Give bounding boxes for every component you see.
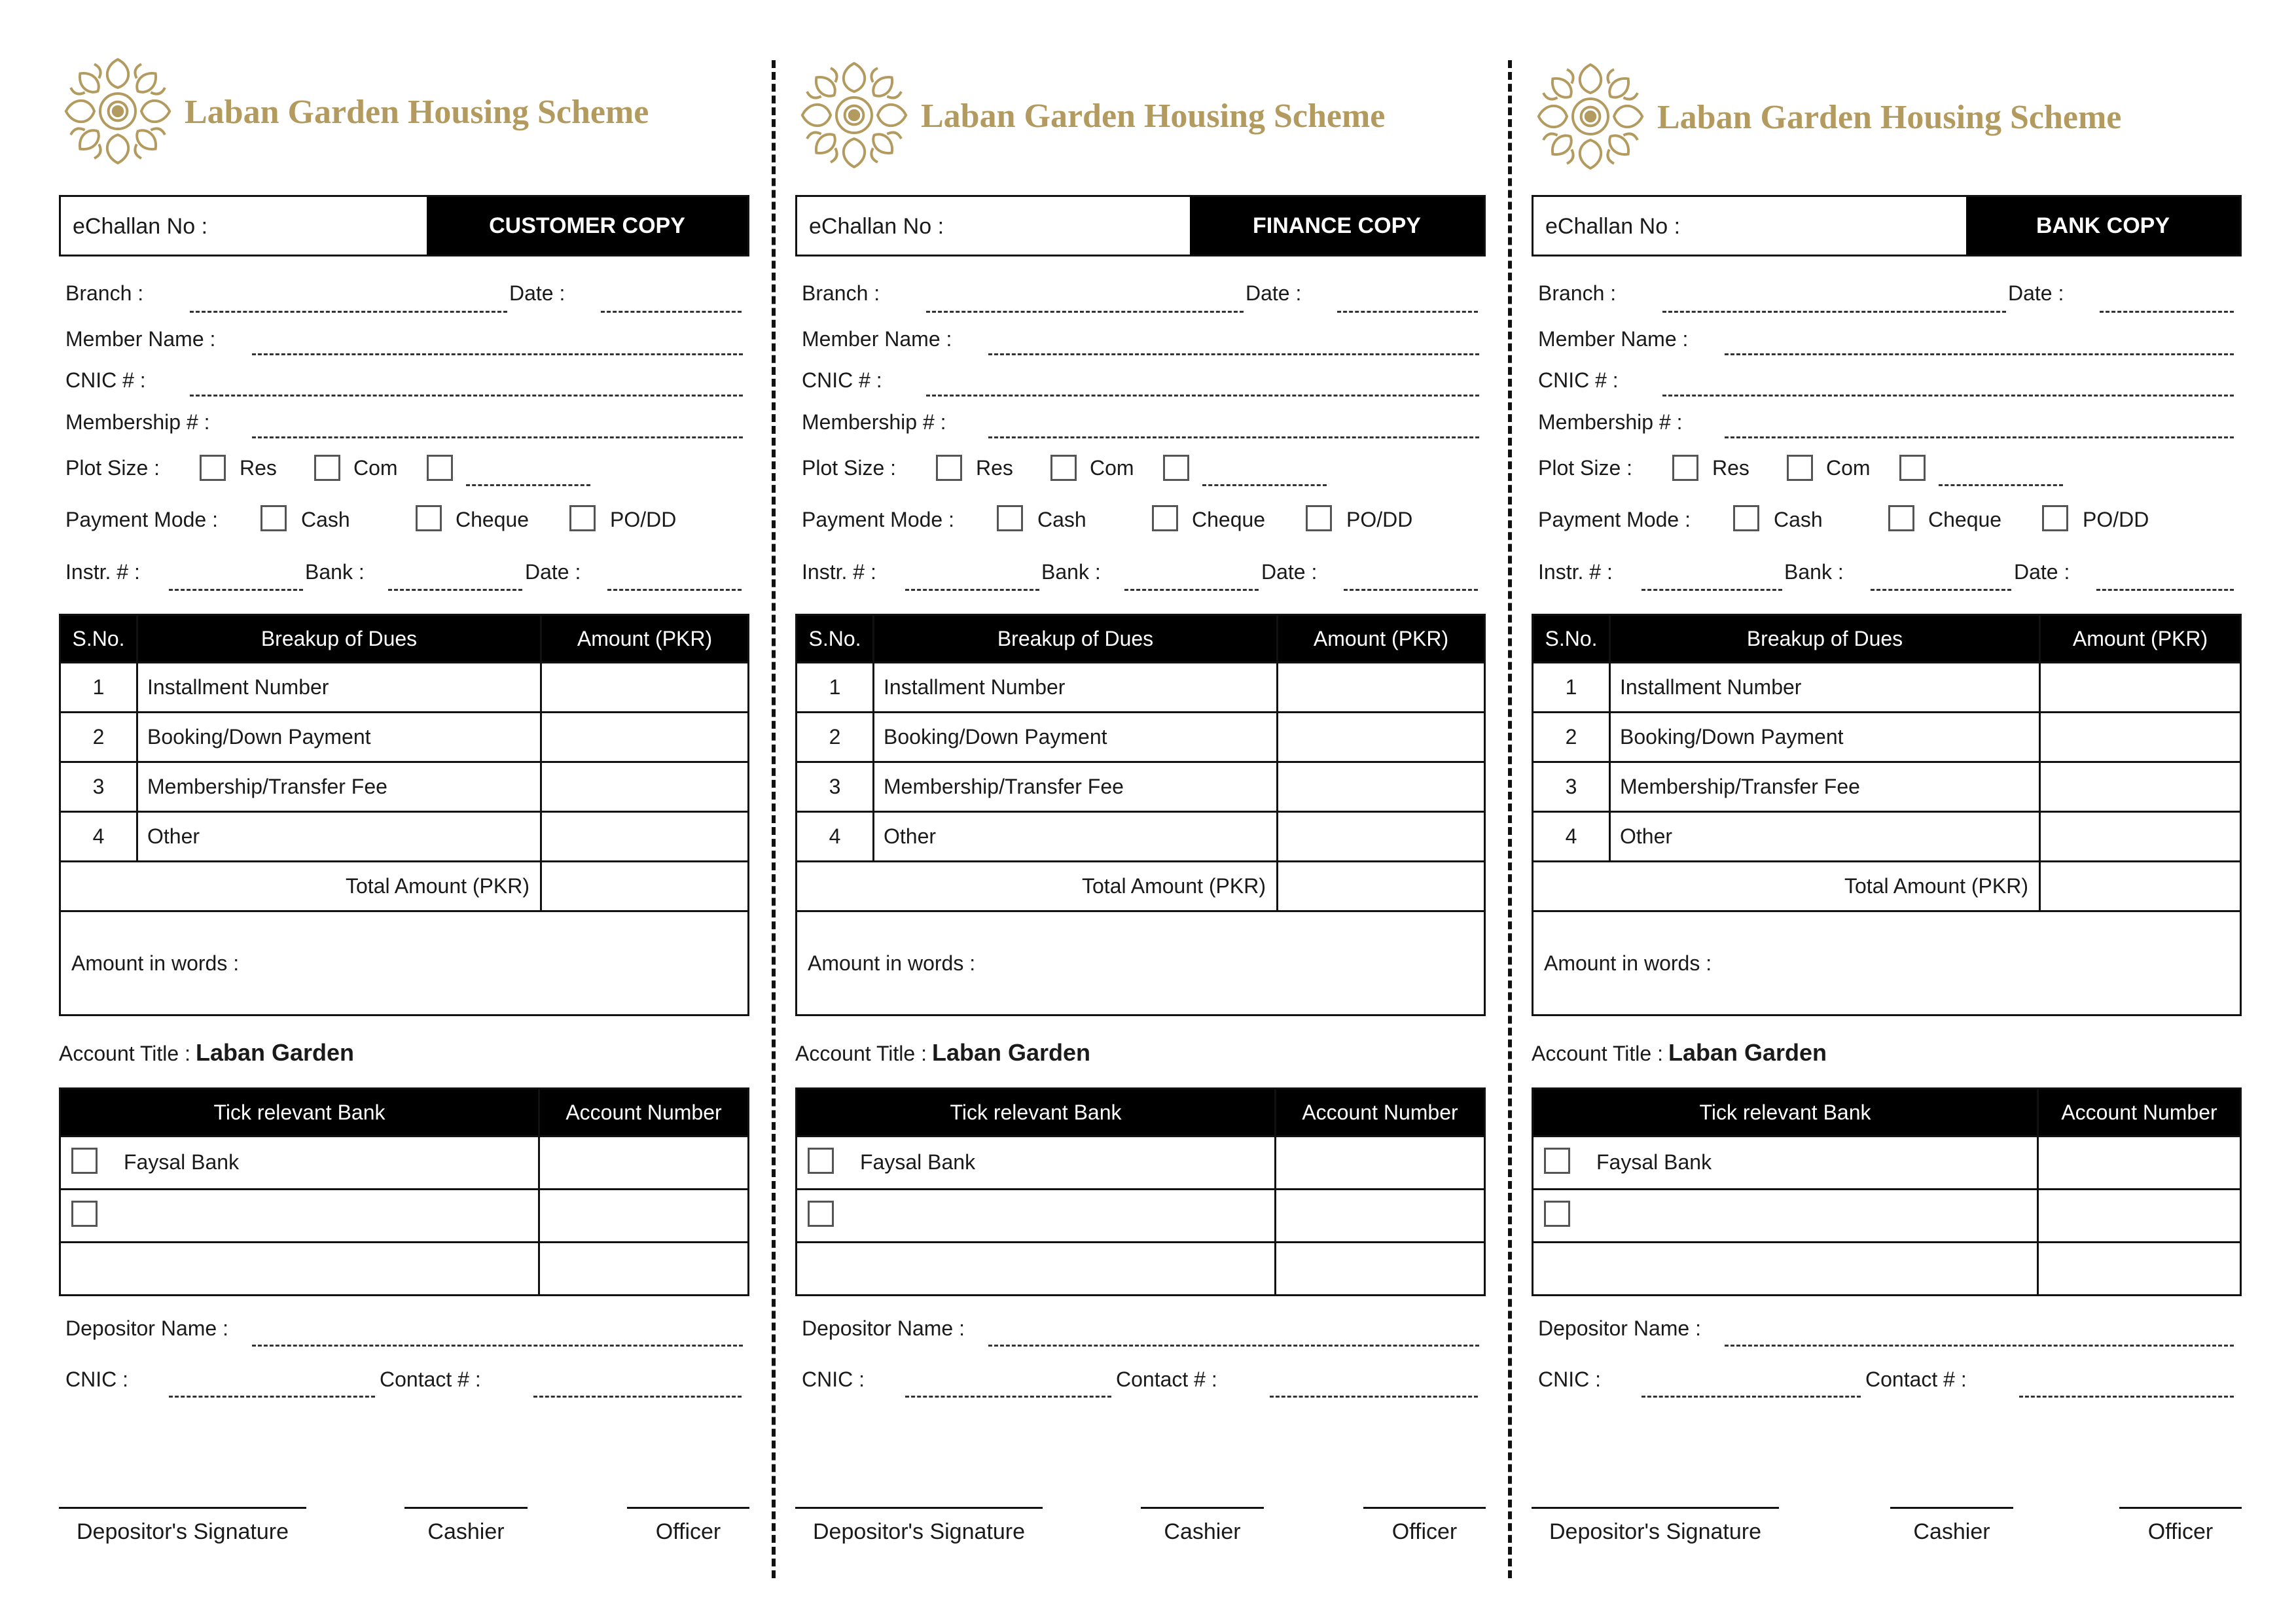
membership-label: Membership # : — [65, 410, 210, 434]
amount-words-label[interactable]: Amount in words : — [1533, 911, 2241, 1015]
total-row — [797, 862, 1485, 911]
dues-table — [795, 614, 1486, 1016]
amount-cell[interactable] — [2040, 663, 2241, 713]
table-row — [797, 713, 1485, 762]
bank-field[interactable] — [388, 589, 522, 591]
instr-date-label: Date : — [525, 560, 581, 584]
table-row — [60, 713, 749, 762]
instr-date-label: Date : — [1261, 560, 1318, 584]
member-name-label: Member Name : — [65, 327, 216, 351]
bank-cell[interactable] — [60, 1243, 539, 1296]
date-label: Date : — [509, 281, 565, 305]
instr-field[interactable] — [905, 589, 1039, 591]
pay-cash-checkbox[interactable] — [260, 505, 287, 531]
table-row — [60, 663, 749, 713]
bank-checkbox[interactable] — [808, 1148, 834, 1174]
amount-cell[interactable] — [1278, 812, 1485, 862]
instr-date-field[interactable] — [1344, 589, 1478, 591]
plot-other-checkbox[interactable] — [1899, 455, 1926, 481]
depositor-signature-label: Depositor's Signature — [77, 1519, 289, 1544]
pay-podd-checkbox[interactable] — [569, 505, 596, 531]
depositor-name-label: Depositor Name : — [1538, 1316, 1701, 1340]
bank-name: Faysal Bank — [1596, 1150, 1712, 1174]
header — [795, 56, 1486, 181]
depositor-name-label: Depositor Name : — [65, 1316, 228, 1340]
sno-cell: 3 — [1533, 762, 1610, 812]
account-number-cell[interactable] — [2038, 1243, 2241, 1296]
officer-signature-label: Officer — [1391, 1519, 1458, 1544]
table-row — [1533, 762, 2241, 812]
account-number-cell[interactable] — [1276, 1190, 1485, 1243]
echallan-label: eChallan No : — [809, 214, 944, 239]
plot-res-checkbox[interactable] — [1672, 455, 1698, 481]
table-row — [797, 762, 1485, 812]
officer-signature-line[interactable] — [1363, 1507, 1486, 1509]
depositor-signature-line[interactable] — [59, 1507, 306, 1509]
plot-other-field[interactable] — [1202, 484, 1327, 486]
amount-header: Amount (PKR) — [1278, 615, 1485, 663]
pay-cheque-label: Cheque — [1928, 508, 2002, 531]
instr-label: Instr. # : — [1538, 560, 1613, 584]
depositor-cnic-field[interactable] — [905, 1396, 1111, 1398]
cnic-number-label: CNIC # : — [802, 368, 882, 392]
item-cell: Membership/Transfer Fee — [137, 762, 541, 812]
table-row — [60, 812, 749, 862]
echallan-box — [1532, 195, 2242, 256]
amount-cell[interactable] — [1278, 663, 1485, 713]
membership-label: Membership # : — [802, 410, 946, 434]
echallan-box — [795, 195, 1486, 256]
instr-field[interactable] — [169, 589, 303, 591]
amount-cell[interactable] — [2040, 713, 2241, 762]
account-title-label: Account Title : — [1532, 1042, 1663, 1065]
plot-res-checkbox[interactable] — [200, 455, 226, 481]
pay-podd-label: PO/DD — [1346, 508, 1413, 531]
table-row — [797, 812, 1485, 862]
plot-size-label: Plot Size : — [1538, 456, 1633, 480]
pay-cash-label: Cash — [1037, 508, 1086, 531]
amount-cell[interactable] — [541, 663, 749, 713]
payment-mode-label: Payment Mode : — [65, 508, 218, 531]
date-label: Date : — [2008, 281, 2064, 305]
scheme-name: Laban Garden Housing Scheme — [185, 94, 649, 131]
sno-cell: 1 — [1533, 663, 1610, 713]
echallan-label: eChallan No : — [73, 214, 208, 239]
sno-cell: 4 — [1533, 812, 1610, 862]
mandala-logo-icon — [795, 56, 913, 174]
copy-tag: CUSTOMER COPY — [427, 197, 747, 255]
plot-res-label: Res — [976, 456, 1013, 480]
depositor-cnic-label: CNIC : — [65, 1368, 128, 1391]
branch-label: Branch : — [65, 281, 144, 305]
cashier-signature-label: Cashier — [1164, 1519, 1241, 1544]
table-row — [1533, 1190, 2241, 1243]
bank-cell[interactable] — [1533, 1243, 2038, 1296]
table-row — [60, 1243, 749, 1296]
amount-header: Amount (PKR) — [541, 615, 749, 663]
account-number-cell[interactable] — [1276, 1243, 1485, 1296]
table-row — [60, 762, 749, 812]
table-row — [1533, 1243, 2241, 1296]
member-name-field[interactable] — [1725, 353, 2234, 355]
bank-checkbox[interactable] — [71, 1201, 98, 1227]
header — [1532, 58, 2222, 182]
table-row — [1533, 812, 2241, 862]
branch-field[interactable] — [190, 311, 507, 313]
bank-name: Faysal Bank — [860, 1150, 976, 1174]
scheme-name: Laban Garden Housing Scheme — [1657, 99, 2122, 136]
sno-header: S.No. — [1533, 615, 1610, 663]
pay-cheque-label: Cheque — [1192, 508, 1266, 531]
instr-date-field[interactable] — [2096, 589, 2234, 591]
table-row — [797, 1190, 1485, 1243]
bank-checkbox[interactable] — [808, 1201, 834, 1227]
bank-name: Faysal Bank — [124, 1150, 240, 1174]
bank-header: Tick relevant Bank — [60, 1089, 539, 1137]
depositor-signature-label: Depositor's Signature — [1549, 1519, 1761, 1544]
pay-podd-label: PO/DD — [2083, 508, 2149, 531]
table-row — [797, 1137, 1485, 1190]
account-title-label: Account Title : — [59, 1042, 190, 1065]
bank-table — [795, 1087, 1486, 1296]
membership-field[interactable] — [1725, 436, 2234, 438]
date-field[interactable] — [2100, 311, 2234, 313]
payment-mode-label: Payment Mode : — [1538, 508, 1691, 531]
table-row — [797, 663, 1485, 713]
depositor-cnic-field[interactable] — [1641, 1396, 1861, 1398]
amount-header: Amount (PKR) — [2040, 615, 2241, 663]
amount-cell[interactable] — [1278, 713, 1485, 762]
bank-checkbox[interactable] — [1544, 1201, 1570, 1227]
plot-res-label: Res — [240, 456, 277, 480]
pay-cheque-checkbox[interactable] — [416, 505, 442, 531]
echallan-label: eChallan No : — [1545, 214, 1681, 239]
challan-copy-finance — [795, 0, 1486, 1624]
membership-label: Membership # : — [1538, 410, 1683, 434]
breakup-header: Breakup of Dues — [137, 615, 541, 663]
total-amount-cell[interactable] — [2040, 862, 2241, 911]
account-title-value: Laban Garden — [1668, 1039, 1827, 1066]
pay-cash-checkbox[interactable] — [997, 505, 1023, 531]
copy-tag: BANK COPY — [1966, 197, 2240, 255]
plot-res-label: Res — [1712, 456, 1749, 480]
account-number-header: Account Number — [1276, 1089, 1485, 1137]
total-label: Total Amount (PKR) — [797, 862, 1278, 911]
plot-other-field[interactable] — [466, 484, 590, 486]
cashier-signature-line[interactable] — [1890, 1507, 2013, 1509]
pay-cheque-checkbox[interactable] — [1888, 505, 1914, 531]
amount-cell[interactable] — [541, 812, 749, 862]
bank-cell — [797, 1137, 1276, 1190]
bank-label: Bank : — [1041, 560, 1101, 584]
bank-table — [59, 1087, 749, 1296]
table-row — [797, 1243, 1485, 1296]
account-number-header: Account Number — [2038, 1089, 2241, 1137]
amount-cell[interactable] — [541, 713, 749, 762]
item-cell: Booking/Down Payment — [1610, 713, 2040, 762]
pay-cash-checkbox[interactable] — [1733, 505, 1759, 531]
total-row — [60, 862, 749, 911]
scheme-name: Laban Garden Housing Scheme — [921, 97, 1386, 135]
membership-field[interactable] — [988, 436, 1479, 438]
cnic-number-field[interactable] — [1662, 395, 2234, 397]
mandala-logo-icon — [1532, 58, 1649, 175]
instr-field[interactable] — [1641, 589, 1782, 591]
plot-res-checkbox[interactable] — [936, 455, 962, 481]
branch-label: Branch : — [802, 281, 880, 305]
copy-divider-1 — [772, 60, 776, 1578]
item-cell: Membership/Transfer Fee — [1610, 762, 2040, 812]
amount-words-label[interactable]: Amount in words : — [797, 911, 1485, 1015]
cashier-signature-line[interactable] — [1141, 1507, 1264, 1509]
cashier-signature-line[interactable] — [404, 1507, 528, 1509]
amount-words-row — [797, 911, 1485, 1015]
mandala-logo-icon — [59, 52, 177, 170]
item-cell: Booking/Down Payment — [137, 713, 541, 762]
bank-cell — [797, 1190, 1276, 1243]
dues-table — [1532, 614, 2242, 1016]
bank-label: Bank : — [1784, 560, 1844, 584]
sno-cell: 3 — [60, 762, 137, 812]
plot-other-checkbox[interactable] — [427, 455, 453, 481]
account-title-value: Laban Garden — [931, 1039, 1091, 1066]
account-title — [59, 1039, 354, 1067]
total-label: Total Amount (PKR) — [60, 862, 541, 911]
pay-podd-checkbox[interactable] — [2042, 505, 2068, 531]
date-field[interactable] — [601, 311, 742, 313]
challan-copy-customer — [59, 0, 749, 1624]
cnic-number-field[interactable] — [926, 395, 1479, 397]
total-label: Total Amount (PKR) — [1533, 862, 2040, 911]
account-number-cell[interactable] — [2038, 1190, 2241, 1243]
bank-cell — [60, 1190, 539, 1243]
bank-table — [1532, 1087, 2242, 1296]
bank-field[interactable] — [1871, 589, 2011, 591]
pay-podd-label: PO/DD — [610, 508, 677, 531]
amount-cell[interactable] — [2040, 762, 2241, 812]
item-cell: Installment Number — [1610, 663, 2040, 713]
amount-words-row — [60, 911, 749, 1015]
bank-label: Bank : — [305, 560, 365, 584]
bank-cell — [1533, 1190, 2038, 1243]
bank-checkbox[interactable] — [1544, 1148, 1570, 1174]
instr-date-label: Date : — [2014, 560, 2070, 584]
dues-table — [59, 614, 749, 1016]
sno-cell: 1 — [60, 663, 137, 713]
cnic-number-label: CNIC # : — [1538, 368, 1619, 392]
date-field[interactable] — [1337, 311, 1478, 313]
account-number-cell[interactable] — [539, 1190, 749, 1243]
contact-field[interactable] — [533, 1396, 742, 1398]
account-number-cell[interactable] — [539, 1243, 749, 1296]
cashier-signature-label: Cashier — [1913, 1519, 1990, 1544]
member-name-field[interactable] — [988, 353, 1479, 355]
sno-cell: 4 — [797, 812, 874, 862]
instr-date-field[interactable] — [607, 589, 742, 591]
account-title-value: Laban Garden — [195, 1039, 355, 1066]
depositor-name-field[interactable] — [1725, 1345, 2234, 1347]
account-number-cell[interactable] — [539, 1137, 749, 1190]
header — [59, 52, 749, 177]
table-row — [1533, 663, 2241, 713]
item-cell: Other — [874, 812, 1278, 862]
pay-cash-label: Cash — [1774, 508, 1823, 531]
date-label: Date : — [1246, 281, 1302, 305]
plot-com-label: Com — [353, 456, 398, 480]
amount-cell[interactable] — [541, 762, 749, 812]
account-number-cell[interactable] — [1276, 1137, 1485, 1190]
instr-label: Instr. # : — [65, 560, 140, 584]
officer-signature-line[interactable] — [627, 1507, 749, 1509]
depositor-cnic-field[interactable] — [169, 1396, 375, 1398]
sno-cell: 1 — [797, 663, 874, 713]
challan-copy-bank — [1532, 0, 2222, 1624]
contact-field[interactable] — [1270, 1396, 1478, 1398]
copy-tag: FINANCE COPY — [1190, 197, 1484, 255]
bank-cell — [60, 1137, 539, 1190]
depositor-signature-line[interactable] — [795, 1507, 1043, 1509]
sno-cell: 3 — [797, 762, 874, 812]
member-name-label: Member Name : — [802, 327, 952, 351]
pay-cash-label: Cash — [301, 508, 350, 531]
depositor-signature-line[interactable] — [1532, 1507, 1779, 1509]
item-cell: Installment Number — [874, 663, 1278, 713]
instr-label: Instr. # : — [802, 560, 876, 584]
depositor-signature-label: Depositor's Signature — [813, 1519, 1025, 1544]
table-row — [1533, 1137, 2241, 1190]
plot-other-checkbox[interactable] — [1163, 455, 1189, 481]
plot-com-label: Com — [1090, 456, 1134, 480]
bank-header: Tick relevant Bank — [797, 1089, 1276, 1137]
payment-mode-label: Payment Mode : — [802, 508, 954, 531]
breakup-header: Breakup of Dues — [1610, 615, 2040, 663]
cnic-number-label: CNIC # : — [65, 368, 146, 392]
account-number-header: Account Number — [539, 1089, 749, 1137]
cnic-number-field[interactable] — [190, 395, 743, 397]
amount-cell[interactable] — [2040, 812, 2241, 862]
echallan-box — [59, 195, 749, 256]
plot-com-checkbox[interactable] — [1787, 455, 1813, 481]
item-cell: Other — [1610, 812, 2040, 862]
item-cell: Installment Number — [137, 663, 541, 713]
pay-podd-checkbox[interactable] — [1306, 505, 1332, 531]
member-name-field[interactable] — [252, 353, 743, 355]
depositor-cnic-label: CNIC : — [802, 1368, 865, 1391]
depositor-cnic-label: CNIC : — [1538, 1368, 1601, 1391]
plot-size-label: Plot Size : — [802, 456, 897, 480]
officer-signature-label: Officer — [655, 1519, 721, 1544]
contact-label: Contact # : — [1116, 1368, 1217, 1391]
contact-label: Contact # : — [380, 1368, 481, 1391]
depositor-name-label: Depositor Name : — [802, 1316, 965, 1340]
bank-field[interactable] — [1124, 589, 1259, 591]
bank-header: Tick relevant Bank — [1533, 1089, 2038, 1137]
officer-signature-line[interactable] — [2119, 1507, 2242, 1509]
total-amount-cell[interactable] — [1278, 862, 1485, 911]
depositor-name-field[interactable] — [988, 1345, 1479, 1347]
item-cell: Booking/Down Payment — [874, 713, 1278, 762]
amount-cell[interactable] — [1278, 762, 1485, 812]
bank-cell[interactable] — [797, 1243, 1276, 1296]
amount-words-label[interactable]: Amount in words : — [60, 911, 749, 1015]
depositor-name-field[interactable] — [252, 1345, 743, 1347]
item-cell: Other — [137, 812, 541, 862]
copy-divider-2 — [1508, 60, 1512, 1578]
amount-words-row — [1533, 911, 2241, 1015]
plot-com-checkbox[interactable] — [314, 455, 340, 481]
sno-cell: 2 — [797, 713, 874, 762]
bank-cell — [1533, 1137, 2038, 1190]
branch-field[interactable] — [926, 311, 1244, 313]
sno-cell: 2 — [60, 713, 137, 762]
bank-checkbox[interactable] — [71, 1148, 98, 1174]
item-cell: Membership/Transfer Fee — [874, 762, 1278, 812]
table-row — [60, 1190, 749, 1243]
account-title — [795, 1039, 1090, 1067]
plot-com-checkbox[interactable] — [1050, 455, 1077, 481]
contact-field[interactable] — [2019, 1396, 2234, 1398]
officer-signature-label: Officer — [2147, 1519, 2214, 1544]
account-title-label: Account Title : — [795, 1042, 927, 1065]
plot-com-label: Com — [1826, 456, 1871, 480]
pay-cheque-label: Cheque — [456, 508, 529, 531]
sno-header: S.No. — [60, 615, 137, 663]
plot-size-label: Plot Size : — [65, 456, 160, 480]
breakup-header: Breakup of Dues — [874, 615, 1278, 663]
account-number-cell[interactable] — [2038, 1137, 2241, 1190]
cashier-signature-label: Cashier — [427, 1519, 505, 1544]
table-row — [1533, 713, 2241, 762]
total-amount-cell[interactable] — [541, 862, 749, 911]
account-title — [1532, 1039, 1827, 1067]
table-row — [60, 1137, 749, 1190]
plot-other-field[interactable] — [1939, 484, 2063, 486]
branch-field[interactable] — [1662, 311, 2006, 313]
branch-label: Branch : — [1538, 281, 1617, 305]
membership-field[interactable] — [252, 436, 743, 438]
member-name-label: Member Name : — [1538, 327, 1689, 351]
contact-label: Contact # : — [1865, 1368, 1967, 1391]
sno-header: S.No. — [797, 615, 874, 663]
sno-cell: 2 — [1533, 713, 1610, 762]
sno-cell: 4 — [60, 812, 137, 862]
pay-cheque-checkbox[interactable] — [1152, 505, 1178, 531]
total-row — [1533, 862, 2241, 911]
